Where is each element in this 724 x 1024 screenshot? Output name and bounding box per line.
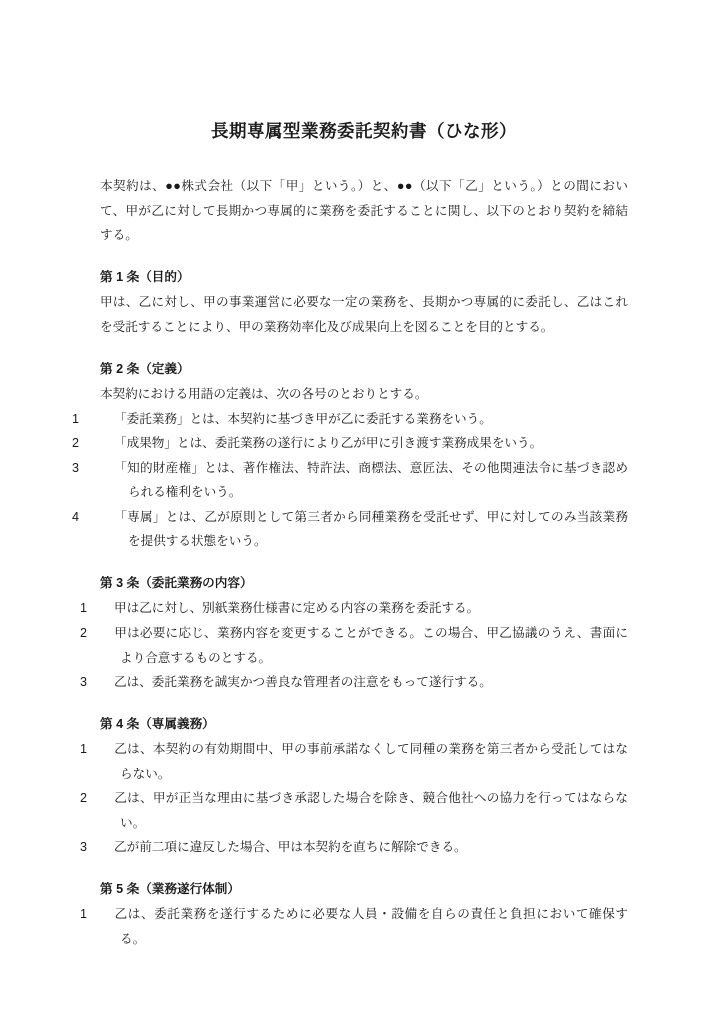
clause-row (80, 621, 628, 670)
article-heading: 第 5 条（業務遂行体制） (100, 881, 240, 896)
clause-text: 「専属」とは、乙が原則として第三者から同種業務を受託せず、甲に対してのみ当該業務を提供する状態をいう。 (114, 509, 628, 549)
clause-text: 乙が前二項に違反した場合、甲は本契約を直ちに解除できる。 (114, 840, 467, 855)
clause-row (72, 407, 628, 432)
article-section (80, 877, 628, 952)
clause-text: 「委託業務」とは、本契約に基づき甲が乙に委託する業務をいう。 (114, 411, 492, 426)
clause-text: 甲は必要に応じ、業務内容を変更することができる。この場合、甲乙協議のうえ、書面により合意するものとする。 (114, 626, 628, 665)
article-section (72, 357, 628, 554)
clause-text: 「知的財産権」とは、著作権法、特許法、商標法、意匠法、その他関連法令に基づき認められる権利をいう。 (114, 460, 628, 500)
clause-number: 1 (72, 411, 80, 426)
clause-row (80, 670, 628, 695)
article-heading: 第 3 条（委託業務の内容） (100, 575, 253, 590)
clause-number: 1 (80, 601, 88, 616)
clause-number: 1 (80, 907, 88, 922)
clause-number: 2 (72, 436, 80, 451)
article-heading: 第 2 条（定義） (100, 361, 190, 376)
clause-row (80, 786, 628, 835)
clause-row (80, 902, 628, 951)
clause-row (80, 737, 629, 786)
preamble-paragraph: 本契約は、●●株式会社（以下「甲」という。）と、●●（以下「乙」という。）との間において、甲が乙に対して長期かつ専属的に業務を委託することに関し、以下のとおり契約を締結する。 (100, 179, 628, 243)
clause-row (72, 431, 628, 456)
clause-text: 乙は、本契約の有効期間中、甲の事前承諾なくして同種の業務を第三者から受託してはならない。 (114, 742, 629, 781)
clause-row (80, 835, 628, 860)
page-title: 長期専属型業務委託契約書（ひな形） (211, 121, 517, 141)
clause-number: 3 (80, 675, 88, 690)
clause-number: 2 (80, 791, 88, 806)
clause-text: 「成果物」とは、委託業務の遂行により乙が甲に引き渡す業務成果をいう。 (114, 436, 543, 451)
clause-row (72, 505, 628, 554)
clause-row (80, 596, 628, 621)
clause-text: 乙は、委託業務を遂行するために必要な人員・設備を自らの責任と負担において確保する。 (114, 907, 628, 947)
clause-number: 3 (72, 460, 80, 475)
article-heading: 第 1 条（目的） (100, 269, 190, 284)
clause-number: 2 (80, 626, 88, 640)
clause-number: 3 (80, 840, 88, 855)
article-section (80, 712, 629, 860)
clause-text: 乙は、委託業務を誠実かつ善良な管理者の注意をもって遂行する。 (114, 675, 492, 690)
clause-number: 4 (72, 509, 80, 524)
clause-number: 1 (80, 742, 88, 757)
article-section (100, 265, 628, 340)
article-section (80, 571, 628, 695)
clause-text: 甲は、乙に対し、甲の事業運営に必要な一定の業務を、長期かつ専属的に委託し、乙はこれを受託することにより、甲の業務効率化及び成果向上を図ることを目的とする。 (100, 295, 628, 334)
clause-text: 甲は乙に対し、別紙業務仕様書に定める内容の業務を委託する。 (114, 601, 480, 616)
article-heading: 第 4 条（専属義務） (100, 716, 215, 731)
clause-text: 本契約における用語の定義は、次の各号のとおりとする。 (100, 387, 428, 402)
clause-text: 乙は、甲が正当な理由に基づき承認した場合を除き、競合他社への協力を行ってはならない。 (114, 791, 628, 830)
clause-row (72, 456, 628, 505)
